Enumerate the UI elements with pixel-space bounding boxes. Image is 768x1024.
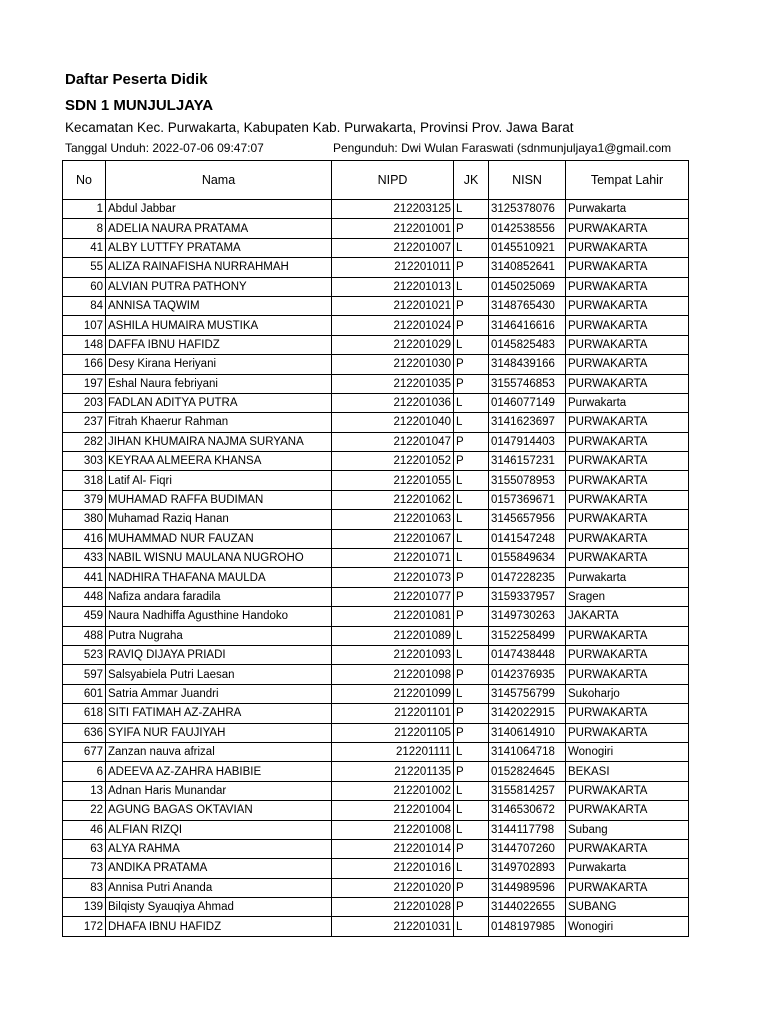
- cell-no: 318: [63, 471, 106, 490]
- cell-nipd: 212201021: [332, 296, 454, 315]
- cell-nama: Eshal Naura febriyani: [106, 374, 332, 393]
- cell-tempat-lahir: Wonogiri: [566, 742, 689, 761]
- cell-nipd: 212201040: [332, 413, 454, 432]
- cell-nipd: 212201063: [332, 510, 454, 529]
- cell-jk: P: [454, 452, 489, 471]
- cell-nama: NADHIRA THAFANA MAULDA: [106, 568, 332, 587]
- col-header-tempat-lahir: Tempat Lahir: [566, 161, 689, 200]
- table-row: [63, 626, 689, 645]
- cell-nama: SITI FATIMAH AZ-ZAHRA: [106, 704, 332, 723]
- cell-no: 46: [63, 820, 106, 839]
- cell-no: 22: [63, 801, 106, 820]
- cell-tempat-lahir: JAKARTA: [566, 607, 689, 626]
- table-row: [63, 335, 689, 354]
- cell-nama: Salsyabiela Putri Laesan: [106, 665, 332, 684]
- location-line: Kecamatan Kec. Purwakarta, Kabupaten Kab. Purwakarta, Provinsi Prov. Jawa Barat: [65, 120, 574, 135]
- cell-jk: L: [454, 549, 489, 568]
- cell-nama: Abdul Jabbar: [106, 200, 332, 219]
- cell-nipd: 212201024: [332, 316, 454, 335]
- cell-nipd: 212201035: [332, 374, 454, 393]
- cell-nisn: 3141064718: [489, 742, 566, 761]
- cell-jk: P: [454, 665, 489, 684]
- cell-no: 203: [63, 393, 106, 412]
- cell-no: 303: [63, 452, 106, 471]
- cell-nisn: 3149730263: [489, 607, 566, 626]
- cell-no: 148: [63, 335, 106, 354]
- cell-tempat-lahir: Wonogiri: [566, 917, 689, 936]
- table-row: [63, 878, 689, 897]
- cell-tempat-lahir: PURWAKARTA: [566, 316, 689, 335]
- cell-no: 459: [63, 607, 106, 626]
- cell-nisn: 0145025069: [489, 277, 566, 296]
- table-header-row: [63, 161, 689, 200]
- cell-nisn: 0142376935: [489, 665, 566, 684]
- table-row: [63, 781, 689, 800]
- cell-no: 282: [63, 432, 106, 451]
- cell-nisn: 3155814257: [489, 781, 566, 800]
- cell-nama: ALYA RAHMA: [106, 839, 332, 858]
- cell-nipd: 212201099: [332, 684, 454, 703]
- cell-nipd: 212203125: [332, 200, 454, 219]
- cell-nisn: 3141623697: [489, 413, 566, 432]
- table-row: [63, 839, 689, 858]
- cell-jk: P: [454, 607, 489, 626]
- cell-no: 237: [63, 413, 106, 432]
- cell-jk: P: [454, 704, 489, 723]
- cell-no: 60: [63, 277, 106, 296]
- col-header-no: No: [63, 161, 106, 200]
- cell-tempat-lahir: PURWAKARTA: [566, 296, 689, 315]
- table-row: [63, 413, 689, 432]
- cell-no: 523: [63, 645, 106, 664]
- cell-nama: Naura Nadhiffa Agusthine Handoko: [106, 607, 332, 626]
- cell-nipd: 212201077: [332, 587, 454, 606]
- cell-jk: P: [454, 839, 489, 858]
- table-row: [63, 277, 689, 296]
- table-row: [63, 316, 689, 335]
- cell-tempat-lahir: Subang: [566, 820, 689, 839]
- cell-tempat-lahir: PURWAKARTA: [566, 839, 689, 858]
- cell-no: 441: [63, 568, 106, 587]
- cell-nisn: 0146077149: [489, 393, 566, 412]
- table-row: [63, 762, 689, 781]
- cell-jk: L: [454, 781, 489, 800]
- cell-no: 380: [63, 510, 106, 529]
- cell-jk: L: [454, 238, 489, 257]
- cell-nama: Zanzan nauva afrizal: [106, 742, 332, 761]
- cell-no: 84: [63, 296, 106, 315]
- cell-nisn: 3144117798: [489, 820, 566, 839]
- school-name: SDN 1 MUNJULJAYA: [65, 97, 214, 114]
- cell-tempat-lahir: PURWAKARTA: [566, 277, 689, 296]
- cell-nama: ANDIKA PRATAMA: [106, 859, 332, 878]
- student-table: [62, 160, 689, 937]
- cell-tempat-lahir: PURWAKARTA: [566, 258, 689, 277]
- cell-nama: SYIFA NUR FAUJIYAH: [106, 723, 332, 742]
- cell-nama: ALIZA RAINAFISHA NURRAHMAH: [106, 258, 332, 277]
- cell-tempat-lahir: Sukoharjo: [566, 684, 689, 703]
- cell-nipd: 212201016: [332, 859, 454, 878]
- cell-jk: L: [454, 529, 489, 548]
- cell-nipd: 212201073: [332, 568, 454, 587]
- cell-nipd: 212201098: [332, 665, 454, 684]
- cell-no: 677: [63, 742, 106, 761]
- table-row: [63, 587, 689, 606]
- cell-nama: MUHAMMAD NUR FAUZAN: [106, 529, 332, 548]
- cell-jk: P: [454, 355, 489, 374]
- cell-jk: L: [454, 801, 489, 820]
- cell-tempat-lahir: PURWAKARTA: [566, 238, 689, 257]
- table-row: [63, 898, 689, 917]
- cell-nipd: 212201135: [332, 762, 454, 781]
- cell-jk: L: [454, 510, 489, 529]
- cell-nisn: 3155078953: [489, 471, 566, 490]
- cell-no: 618: [63, 704, 106, 723]
- cell-nipd: 212201062: [332, 490, 454, 509]
- cell-jk: L: [454, 413, 489, 432]
- cell-tempat-lahir: PURWAKARTA: [566, 413, 689, 432]
- cell-nipd: 212201111: [332, 742, 454, 761]
- cell-jk: P: [454, 723, 489, 742]
- cell-nipd: 212201067: [332, 529, 454, 548]
- cell-nisn: 3148439166: [489, 355, 566, 374]
- cell-nipd: 212201071: [332, 549, 454, 568]
- cell-jk: P: [454, 878, 489, 897]
- table-row: [63, 820, 689, 839]
- cell-nipd: 212201029: [332, 335, 454, 354]
- cell-nama: AGUNG BAGAS OKTAVIAN: [106, 801, 332, 820]
- cell-nipd: 212201001: [332, 219, 454, 238]
- cell-no: 488: [63, 626, 106, 645]
- cell-tempat-lahir: PURWAKARTA: [566, 219, 689, 238]
- table-row: [63, 471, 689, 490]
- cell-nipd: 212201047: [332, 432, 454, 451]
- cell-nisn: 3149702893: [489, 859, 566, 878]
- cell-nisn: 3144989596: [489, 878, 566, 897]
- cell-nama: DAFFA IBNU HAFIDZ: [106, 335, 332, 354]
- table-row: [63, 568, 689, 587]
- cell-nipd: 212201011: [332, 258, 454, 277]
- cell-nisn: 3142022915: [489, 704, 566, 723]
- cell-jk: L: [454, 490, 489, 509]
- cell-nipd: 212201055: [332, 471, 454, 490]
- cell-nipd: 212201014: [332, 839, 454, 858]
- table-row: [63, 374, 689, 393]
- cell-no: 8: [63, 219, 106, 238]
- cell-no: 139: [63, 898, 106, 917]
- cell-nisn: 3146157231: [489, 452, 566, 471]
- cell-jk: P: [454, 258, 489, 277]
- cell-tempat-lahir: PURWAKARTA: [566, 626, 689, 645]
- cell-no: 601: [63, 684, 106, 703]
- cell-no: 433: [63, 549, 106, 568]
- cell-tempat-lahir: PURWAKARTA: [566, 704, 689, 723]
- cell-nama: ALFIAN RIZQI: [106, 820, 332, 839]
- cell-jk: L: [454, 393, 489, 412]
- cell-tempat-lahir: Sragen: [566, 587, 689, 606]
- cell-nipd: 212201013: [332, 277, 454, 296]
- cell-nisn: 3146416616: [489, 316, 566, 335]
- col-header-jk: JK: [454, 161, 489, 200]
- table-row: [63, 355, 689, 374]
- cell-nisn: 0145510921: [489, 238, 566, 257]
- col-header-nisn: NISN: [489, 161, 566, 200]
- table-row: [63, 200, 689, 219]
- col-header-nama: Nama: [106, 161, 332, 200]
- cell-jk: L: [454, 335, 489, 354]
- cell-nisn: 3148765430: [489, 296, 566, 315]
- table-row: [63, 704, 689, 723]
- cell-nama: DHAFA IBNU HAFIDZ: [106, 917, 332, 936]
- cell-nisn: 3159337957: [489, 587, 566, 606]
- cell-no: 1: [63, 200, 106, 219]
- cell-tempat-lahir: PURWAKARTA: [566, 432, 689, 451]
- cell-no: 597: [63, 665, 106, 684]
- cell-nipd: 212201002: [332, 781, 454, 800]
- cell-jk: P: [454, 316, 489, 335]
- table-row: [63, 296, 689, 315]
- table-body: [63, 200, 689, 937]
- cell-nipd: 212201081: [332, 607, 454, 626]
- cell-no: 197: [63, 374, 106, 393]
- cell-no: 379: [63, 490, 106, 509]
- cell-tempat-lahir: PURWAKARTA: [566, 723, 689, 742]
- cell-nama: ALVIAN PUTRA PATHONY: [106, 277, 332, 296]
- cell-nisn: 0147438448: [489, 645, 566, 664]
- table-row: [63, 490, 689, 509]
- cell-jk: L: [454, 742, 489, 761]
- cell-jk: L: [454, 820, 489, 839]
- cell-jk: L: [454, 684, 489, 703]
- cell-no: 416: [63, 529, 106, 548]
- cell-nipd: 212201031: [332, 917, 454, 936]
- table-row: [63, 684, 689, 703]
- cell-nisn: 0147914403: [489, 432, 566, 451]
- cell-nama: ADEEVA AZ-ZAHRA HABIBIE: [106, 762, 332, 781]
- cell-no: 83: [63, 878, 106, 897]
- cell-tempat-lahir: PURWAKARTA: [566, 801, 689, 820]
- cell-nipd: 212201008: [332, 820, 454, 839]
- cell-no: 55: [63, 258, 106, 277]
- cell-no: 448: [63, 587, 106, 606]
- cell-jk: L: [454, 277, 489, 296]
- cell-no: 107: [63, 316, 106, 335]
- cell-no: 166: [63, 355, 106, 374]
- cell-tempat-lahir: BEKASI: [566, 762, 689, 781]
- cell-nisn: 0148197985: [489, 917, 566, 936]
- cell-nipd: 212201007: [332, 238, 454, 257]
- cell-jk: P: [454, 587, 489, 606]
- cell-no: 13: [63, 781, 106, 800]
- cell-jk: L: [454, 917, 489, 936]
- cell-no: 73: [63, 859, 106, 878]
- cell-tempat-lahir: PURWAKARTA: [566, 529, 689, 548]
- cell-nama: Bilqisty Syauqiya Ahmad: [106, 898, 332, 917]
- cell-tempat-lahir: PURWAKARTA: [566, 374, 689, 393]
- cell-nisn: 3144022655: [489, 898, 566, 917]
- download-date: Tanggal Unduh: 2022-07-06 09:47:07: [65, 141, 264, 155]
- cell-nisn: 3125378076: [489, 200, 566, 219]
- cell-jk: P: [454, 219, 489, 238]
- cell-no: 6: [63, 762, 106, 781]
- cell-nisn: 3144707260: [489, 839, 566, 858]
- cell-tempat-lahir: SUBANG: [566, 898, 689, 917]
- cell-jk: L: [454, 859, 489, 878]
- downloader: Pengunduh: Dwi Wulan Faraswati (sdnmunjuljaya1@gmail.com: [333, 141, 672, 155]
- cell-nisn: 0155849634: [489, 549, 566, 568]
- cell-nisn: 0145825483: [489, 335, 566, 354]
- table-row: [63, 529, 689, 548]
- table-row: [63, 859, 689, 878]
- cell-nisn: 3140852641: [489, 258, 566, 277]
- cell-tempat-lahir: PURWAKARTA: [566, 355, 689, 374]
- table-row: [63, 510, 689, 529]
- cell-nisn: 3140614910: [489, 723, 566, 742]
- cell-tempat-lahir: PURWAKARTA: [566, 645, 689, 664]
- cell-nama: NABIL WISNU MAULANA NUGROHO: [106, 549, 332, 568]
- cell-nama: Annisa Putri Ananda: [106, 878, 332, 897]
- table-row: [63, 645, 689, 664]
- cell-nama: Nafiza andara faradila: [106, 587, 332, 606]
- table-row: [63, 393, 689, 412]
- cell-nama: MUHAMAD RAFFA BUDIMAN: [106, 490, 332, 509]
- cell-tempat-lahir: PURWAKARTA: [566, 878, 689, 897]
- cell-no: 172: [63, 917, 106, 936]
- cell-nama: JIHAN KHUMAIRA NAJMA SURYANA: [106, 432, 332, 451]
- cell-nisn: 3146530672: [489, 801, 566, 820]
- cell-jk: P: [454, 568, 489, 587]
- cell-nipd: 212201004: [332, 801, 454, 820]
- cell-nipd: 212201052: [332, 452, 454, 471]
- cell-nisn: 3152258499: [489, 626, 566, 645]
- cell-nisn: 0157369671: [489, 490, 566, 509]
- cell-nipd: 212201028: [332, 898, 454, 917]
- cell-nama: RAVIQ DIJAYA PRIADI: [106, 645, 332, 664]
- cell-tempat-lahir: PURWAKARTA: [566, 471, 689, 490]
- cell-nipd: 212201036: [332, 393, 454, 412]
- cell-jk: P: [454, 432, 489, 451]
- table-row: [63, 665, 689, 684]
- cell-nipd: 212201105: [332, 723, 454, 742]
- cell-nisn: 0147228235: [489, 568, 566, 587]
- col-header-nipd: NIPD: [332, 161, 454, 200]
- cell-nipd: 212201093: [332, 645, 454, 664]
- cell-jk: L: [454, 626, 489, 645]
- cell-nisn: 3145756799: [489, 684, 566, 703]
- cell-tempat-lahir: PURWAKARTA: [566, 510, 689, 529]
- cell-jk: P: [454, 898, 489, 917]
- table-row: [63, 917, 689, 936]
- table-row: [63, 549, 689, 568]
- cell-tempat-lahir: PURWAKARTA: [566, 549, 689, 568]
- table-row: [63, 607, 689, 626]
- cell-nama: ASHILA HUMAIRA MUSTIKA: [106, 316, 332, 335]
- table-row: [63, 238, 689, 257]
- cell-nama: ADELIA NAURA PRATAMA: [106, 219, 332, 238]
- table-row: [63, 723, 689, 742]
- cell-jk: L: [454, 200, 489, 219]
- table-row: [63, 258, 689, 277]
- cell-tempat-lahir: PURWAKARTA: [566, 490, 689, 509]
- cell-nisn: 0141547248: [489, 529, 566, 548]
- cell-no: 636: [63, 723, 106, 742]
- cell-jk: P: [454, 762, 489, 781]
- cell-jk: L: [454, 471, 489, 490]
- cell-tempat-lahir: PURWAKARTA: [566, 335, 689, 354]
- cell-nipd: 212201030: [332, 355, 454, 374]
- table-row: [63, 432, 689, 451]
- cell-tempat-lahir: PURWAKARTA: [566, 781, 689, 800]
- cell-nama: ALBY LUTTFY PRATAMA: [106, 238, 332, 257]
- table-row: [63, 801, 689, 820]
- cell-jk: P: [454, 374, 489, 393]
- table-row: [63, 219, 689, 238]
- cell-nama: Muhamad Raziq Hanan: [106, 510, 332, 529]
- cell-jk: L: [454, 645, 489, 664]
- cell-nama: Putra Nugraha: [106, 626, 332, 645]
- cell-no: 41: [63, 238, 106, 257]
- cell-nama: KEYRAA ALMEERA KHANSA: [106, 452, 332, 471]
- cell-nisn: 0152824645: [489, 762, 566, 781]
- cell-nipd: 212201089: [332, 626, 454, 645]
- cell-tempat-lahir: PURWAKARTA: [566, 665, 689, 684]
- table-row: [63, 452, 689, 471]
- cell-nisn: 3145657956: [489, 510, 566, 529]
- cell-no: 63: [63, 839, 106, 858]
- cell-nama: Satria Ammar Juandri: [106, 684, 332, 703]
- cell-jk: P: [454, 296, 489, 315]
- cell-nipd: 212201020: [332, 878, 454, 897]
- cell-nama: Fitrah Khaerur Rahman: [106, 413, 332, 432]
- table-row: [63, 742, 689, 761]
- cell-nama: Desy Kirana Heriyani: [106, 355, 332, 374]
- cell-tempat-lahir: Purwakarta: [566, 200, 689, 219]
- cell-nama: Latif Al- Fiqri: [106, 471, 332, 490]
- cell-tempat-lahir: PURWAKARTA: [566, 452, 689, 471]
- cell-nisn: 3155746853: [489, 374, 566, 393]
- cell-nisn: 0142538556: [489, 219, 566, 238]
- cell-nipd: 212201101: [332, 704, 454, 723]
- cell-nama: FADLAN ADITYA PUTRA: [106, 393, 332, 412]
- cell-tempat-lahir: Purwakarta: [566, 393, 689, 412]
- cell-nama: Adnan Haris Munandar: [106, 781, 332, 800]
- cell-tempat-lahir: Purwakarta: [566, 568, 689, 587]
- doc-title: Daftar Peserta Didik: [65, 71, 208, 88]
- cell-nama: ANNISA TAQWIM: [106, 296, 332, 315]
- cell-tempat-lahir: Purwakarta: [566, 859, 689, 878]
